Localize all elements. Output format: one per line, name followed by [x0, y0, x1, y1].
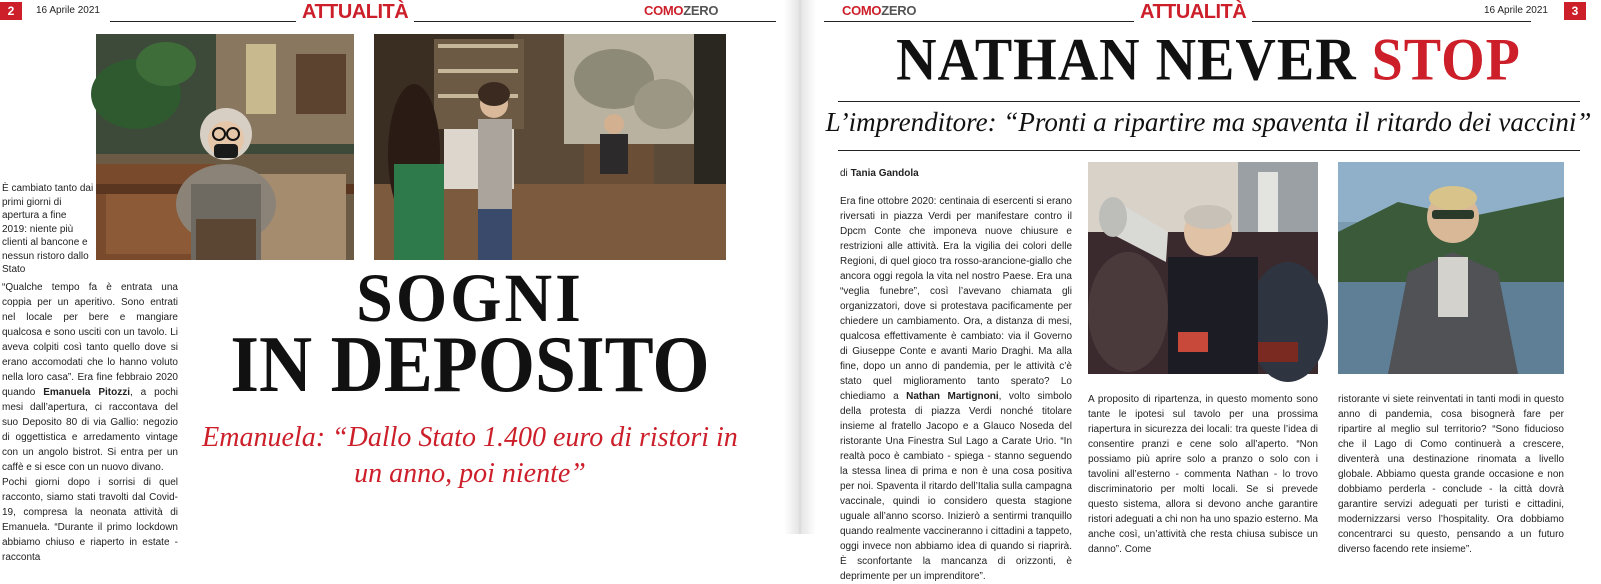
article-text-part2: , a pochi mesi dall’apertura, ci raccontava del suo Deposito 80 di via Gallio: negozio di oggettistica e arredamento vintage con un angolo bistrot. Si entra per un caffè e si esce con un nuovo divano. [2, 387, 178, 473]
logo-como: COMO [644, 3, 684, 18]
section-label: ATTUALITÀ [1134, 0, 1252, 24]
headline-red: STOP [1371, 26, 1521, 94]
logo-como: COMO [842, 3, 882, 18]
byline [840, 168, 919, 179]
page-gutter [784, 0, 816, 534]
issue-date: 16 Aprile 2021 [1480, 5, 1552, 16]
article-column-3: ristorante vi siete reinventati in tanti modi in questo anno di pandemia, cosa bisognerà fare per ripartire al meglio sul territorio? “Sono fiducioso che il Lago di Como continuerà a crescere, diventerà una destinazione rinomata a livello globale. Abbiamo questa grande occasione e non dobbiamo perderla - conclude - la città dovrà garantire servizi adeguati per turisti e cittadini, modernizzarsi verso l’hospitality. Ora dobbiamo concentrarci su questo, pensando a un futuro diverso facendo rete insieme”. [1338, 394, 1564, 555]
article-col1-part1: Era fine ottobre 2020: centinaia di esercenti si erano riversati in piazza Verdi per manifestare contro il Dpcm Conte che imponeva nuove chiusure e restrizioni alle attività. Era la vigilia dei colori delle Regioni, di quel gioco tra rosso-arancione-giallo che ancora oggi regola la vita nel nostro Paese. Era una “veglia funebre”, così l’avevano chiamata gli organizzatori, dove si protestava pacificamente per chiedere un cambiamento. Ora, a distanza di mesi, qualcosa effettivamente è cambiato: via il Governo di Giuseppe Conte e avanti Mario Draghi. Ma alla fine, dopo un anno di pandemia, per le attività c’è stato quel miglioramento tanto sperato? Lo chiediamo a [840, 196, 1072, 402]
article-column-2: A proposito di ripartenza, in questo momento sono tante le ipotesi sul tavolo per una prossima riapertura in sicurezza dei locali: tra queste l’idea di consentire pranzi e cene solo all’aperto. “Non possiamo più aprire solo a pranzo o solo con i tavolini all’esterno - commenta Nathan - lo trovo discriminatorio per molti locali. Se si prevede questo sistema, allora si devono anche garantire ristori adeguati a chi non ha uno spazio esterno. Ma anche così, un’attività che resta chiusa subisce un danno”. Come [1088, 394, 1318, 555]
header-rule [110, 21, 776, 22]
right-page [816, 0, 1601, 582]
subheadline: Emanuela: “Dallo Stato 1.400 euro di ristori in un anno, poi niente” [202, 422, 738, 490]
photo-emanuela-seated [96, 34, 354, 260]
headline-line1: SOGNI [356, 260, 584, 337]
article-column-left [2, 280, 178, 565]
subheadline-rule [838, 150, 1580, 151]
photo-shop-interior [374, 34, 726, 260]
headline-rule [838, 101, 1580, 102]
article-text-part1: “Qualche tempo fa è entrata una coppia per un aperitivo. Sono entrati nel locale per bere e mangiare qualcosa e sono usciti con un tavolo. Li aveva colpiti così tanto quello dove si erano accomodati che lo hanno voluto nella loro casa”. Era fine febbraio 2020 quando [2, 282, 178, 398]
article-text-part3: Pochi giorni dopo i sorrisi di quel racconto, siamo stati travolti dal Covid-19, compresa la neonata attività di Emanuela. “Durante il primo lockdown abbiamo chiuso e riaperto in estate - racconta [2, 477, 178, 563]
logo-zero: ZERO [683, 3, 719, 18]
byline-author: Tania Gandola [850, 168, 919, 179]
headline [816, 21, 1601, 99]
headline-line2: IN DEPOSITO [230, 321, 710, 409]
section-label: ATTUALITÀ [296, 0, 414, 24]
page-number: 3 [1564, 2, 1586, 20]
photo-nathan-megaphone [1088, 162, 1318, 374]
left-page-header [0, 0, 784, 24]
article-name-emanuela: Emanuela Pitozzi [43, 387, 131, 398]
headline-black: NATHAN NEVER [896, 26, 1372, 94]
comozero-logo [838, 3, 920, 18]
left-page [0, 0, 784, 563]
subheadline: L’imprenditore: “Pronti a ripartire ma spaventa il ritardo dei vaccini” [825, 107, 1592, 137]
photo-caption: È cambiato tanto dai primi giorni di apertura a fine 2019: niente più clienti al bancone e nessun ristoro dallo Stato [2, 183, 94, 275]
comozero-logo [640, 3, 722, 18]
issue-date: 16 Aprile 2021 [36, 5, 100, 16]
article-col1-part2: , volto simbolo della protesta di piazza Verdi nonché titolare insieme al fratello Jacopo e a Glauco Noseda del ristorante Una Finestra Sul Lago a Carate Urio. “In realtà poco è cambiato - spiega - stanno seguendo la stessa linea di prima e non è una cosa positiva per noi. Spaventa il ritardo dell’Italia sulla campagna vaccinale, quindi io considero questa stagione uguale all’anno scorso. Inizierò a sentirmi tranquillo quando realmente vaccineranno i cittadini a tappeto, oggi invece non abbiamo idea di quando si riaprirà. È sconfortante la mancanza di orizzonti, è deprimente per un imprenditore”. [840, 391, 1072, 582]
article-name-nathan: Nathan Martignoni [906, 391, 999, 402]
logo-zero: ZERO [881, 3, 917, 18]
page-number: 2 [0, 2, 22, 20]
byline-prefix: di [840, 168, 851, 179]
photo-nathan-lake [1338, 162, 1564, 374]
article-column-1 [840, 194, 1072, 584]
